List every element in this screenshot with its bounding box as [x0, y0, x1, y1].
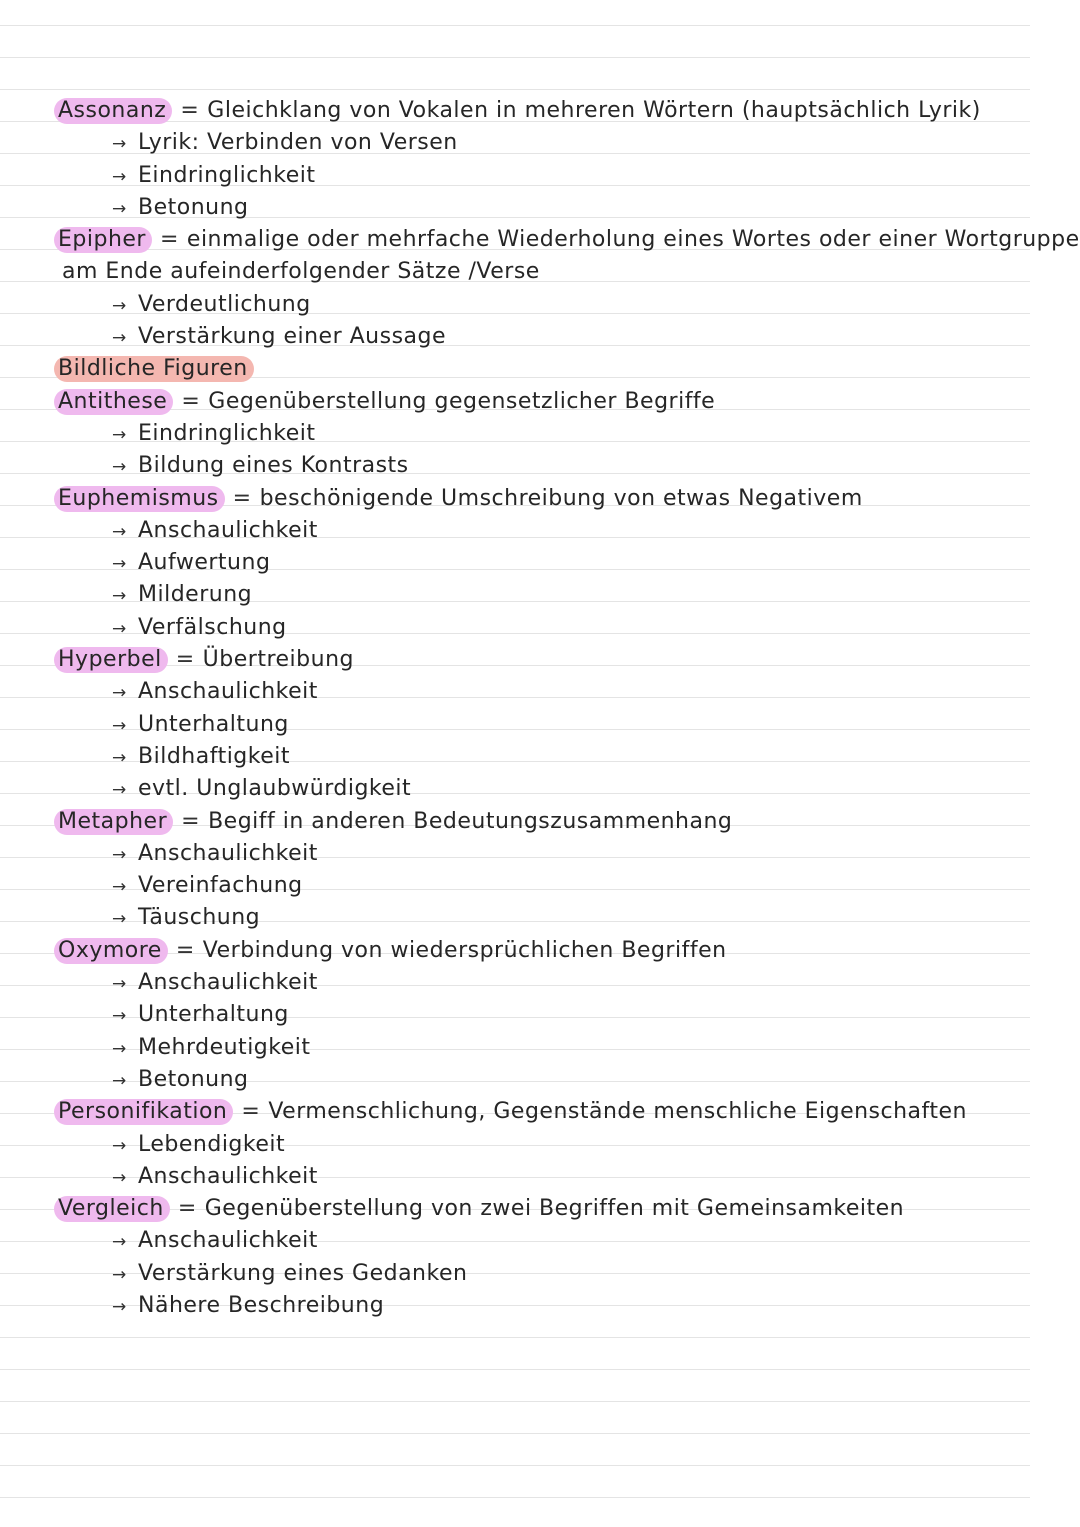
effect-item — [54, 321, 1044, 353]
arrow-right-icon: → — [112, 295, 127, 316]
effect-text: Bildhaftigkeit — [138, 743, 290, 769]
definition-text: Gleichklang von Vokalen in mehreren Wörtern (hauptsächlich Lyrik) — [207, 98, 981, 123]
effect-text: Anschaulichkeit — [138, 517, 318, 543]
definition-text: Übertreibung — [202, 647, 354, 673]
arrow-right-icon: → — [112, 521, 127, 542]
effect-item — [54, 676, 1044, 708]
definition-text: Verbindung von wiedersprüchlichen Begriffen — [202, 937, 727, 963]
term-definition-row — [54, 95, 1044, 127]
term-label: Euphemismus — [54, 486, 225, 512]
arrow-right-icon: → — [112, 683, 127, 704]
definition-text: Begiff in anderen Bedeutungszusammenhang — [208, 808, 733, 834]
arrow-right-icon: → — [112, 424, 127, 445]
equals-sign: = — [175, 937, 195, 963]
arrow-right-icon: → — [112, 844, 127, 865]
arrow-right-icon: → — [112, 1038, 127, 1059]
arrow-right-icon: → — [112, 1070, 127, 1091]
equals-sign: = — [241, 1099, 261, 1125]
effect-text: Betonung — [138, 194, 249, 220]
term-label: Antithese — [54, 389, 173, 415]
effect-item — [54, 289, 1044, 321]
term-definition-row — [54, 806, 1044, 838]
effect-item — [54, 515, 1044, 547]
effect-item — [54, 709, 1044, 741]
definition-text: beschönigende Umschreibung von etwas Negativem — [259, 485, 863, 511]
term-label: Vergleich — [54, 1196, 170, 1222]
term-label: Personifikation — [54, 1099, 233, 1125]
arrow-right-icon: → — [112, 457, 127, 478]
effect-item — [54, 418, 1044, 450]
effect-text: Anschaulichkeit — [138, 679, 318, 705]
arrow-right-icon: → — [112, 780, 127, 801]
term-label: Hyperbel — [54, 647, 168, 673]
arrow-right-icon: → — [112, 877, 127, 898]
arrow-right-icon: → — [112, 909, 127, 930]
effect-item — [54, 870, 1044, 902]
effect-text: Anschaulichkeit — [138, 1228, 318, 1254]
arrow-right-icon: → — [112, 715, 127, 736]
effect-text: Lebendigkeit — [138, 1131, 286, 1157]
term-definition-row — [54, 386, 1044, 418]
effect-text: Unterhaltung — [138, 711, 289, 737]
effect-item — [54, 1161, 1044, 1193]
effect-item — [54, 612, 1044, 644]
arrow-right-icon: → — [112, 328, 127, 349]
effect-item — [54, 741, 1044, 773]
effect-text: Milderung — [138, 582, 253, 608]
term-label: Oxymore — [54, 938, 168, 964]
arrow-right-icon: → — [112, 198, 127, 219]
effect-item — [54, 579, 1044, 611]
effect-text: Bildung eines Kontrasts — [138, 453, 409, 479]
arrow-right-icon: → — [112, 1232, 127, 1253]
effect-text: Mehrdeutigkeit — [138, 1034, 311, 1060]
term-definition-row — [54, 644, 1044, 676]
effect-item — [54, 547, 1044, 579]
equals-sign: = — [180, 98, 200, 123]
arrow-right-icon: → — [112, 1006, 127, 1027]
effect-item — [54, 999, 1044, 1031]
effect-item — [54, 838, 1044, 870]
effect-text: Unterhaltung — [138, 1002, 289, 1028]
effect-text: Anschaulichkeit — [138, 970, 318, 996]
arrow-right-icon: → — [112, 618, 127, 639]
section-heading-label: Bildliche Figuren — [54, 356, 254, 382]
effect-text: Eindringlichkeit — [138, 420, 316, 446]
effect-item — [54, 967, 1044, 999]
effect-text: Anschaulichkeit — [138, 840, 318, 866]
effect-item — [54, 1258, 1044, 1290]
term-label: Metapher — [54, 809, 173, 835]
effect-text: Verstärkung eines Gedanken — [138, 1260, 468, 1286]
effect-text: Verdeutlichung — [138, 291, 311, 317]
effect-item — [54, 773, 1044, 805]
equals-sign: = — [177, 1196, 197, 1222]
effect-text: Betonung — [138, 1066, 249, 1092]
effect-text: Vereinfachung — [138, 873, 303, 899]
arrow-right-icon: → — [112, 134, 127, 155]
equals-sign: = — [181, 388, 201, 414]
definition-text: Gegenüberstellung von zwei Begriffen mit Gemeinsamkeiten — [204, 1196, 905, 1222]
term-definition-row — [54, 1096, 1044, 1128]
arrow-right-icon: → — [112, 586, 127, 607]
term-label: Epipher — [54, 227, 152, 253]
effect-item — [54, 1032, 1044, 1064]
effect-item — [54, 160, 1044, 192]
effect-item — [54, 127, 1044, 159]
effect-item — [54, 192, 1044, 224]
term-definition-row — [54, 935, 1044, 967]
effect-item — [54, 1290, 1044, 1322]
effect-text: evtl. Unglaubwürdigkeit — [138, 776, 412, 802]
arrow-right-icon: → — [112, 1167, 127, 1188]
arrow-right-icon: → — [112, 1135, 127, 1156]
effect-text: Lyrik: Verbinden von Versen — [138, 130, 458, 156]
term-label: Assonanz — [54, 98, 172, 124]
arrow-right-icon: → — [112, 166, 127, 187]
effect-item — [54, 1129, 1044, 1161]
equals-sign: = — [175, 647, 195, 673]
section-heading — [54, 353, 1044, 385]
effect-text: Täuschung — [138, 905, 261, 931]
arrow-right-icon: → — [112, 747, 127, 768]
effect-text: Verstärkung einer Aussage — [138, 324, 447, 350]
equals-sign: = — [181, 808, 201, 834]
effect-text: Nähere Beschreibung — [138, 1292, 385, 1318]
term-definition-row — [54, 483, 1044, 515]
term-definition-row — [54, 1193, 1044, 1225]
definition-text: Gegenüberstellung gegensetzlicher Begriffe — [208, 388, 716, 414]
effect-text: Eindringlichkeit — [138, 162, 316, 188]
definition-text: Vermenschlichung, Gegenstände menschliche Eigenschaften — [268, 1099, 967, 1125]
arrow-right-icon: → — [112, 1296, 127, 1317]
effect-text: Verfälschung — [138, 614, 287, 640]
effect-item — [54, 1064, 1044, 1096]
definition-text: einmalige oder mehrfache Wiederholung eines Wortes oder einer Wortgruppe — [186, 227, 1080, 253]
term-definition-row — [54, 224, 1080, 256]
effect-item — [54, 450, 1044, 482]
arrow-right-icon: → — [112, 974, 127, 995]
arrow-right-icon: → — [112, 1264, 127, 1285]
equals-sign: = — [159, 227, 179, 253]
notes-content — [54, 95, 1080, 1322]
arrow-right-icon: → — [112, 554, 127, 575]
definition-text-continued: am Ende aufeinderfolgender Sätze /Verse — [62, 259, 540, 285]
effect-text: Anschaulichkeit — [138, 1163, 318, 1189]
definition-continuation — [54, 256, 1044, 288]
equals-sign: = — [232, 485, 252, 511]
effect-text: Aufwertung — [138, 550, 271, 576]
effect-item — [54, 902, 1044, 934]
effect-item — [54, 1225, 1044, 1257]
